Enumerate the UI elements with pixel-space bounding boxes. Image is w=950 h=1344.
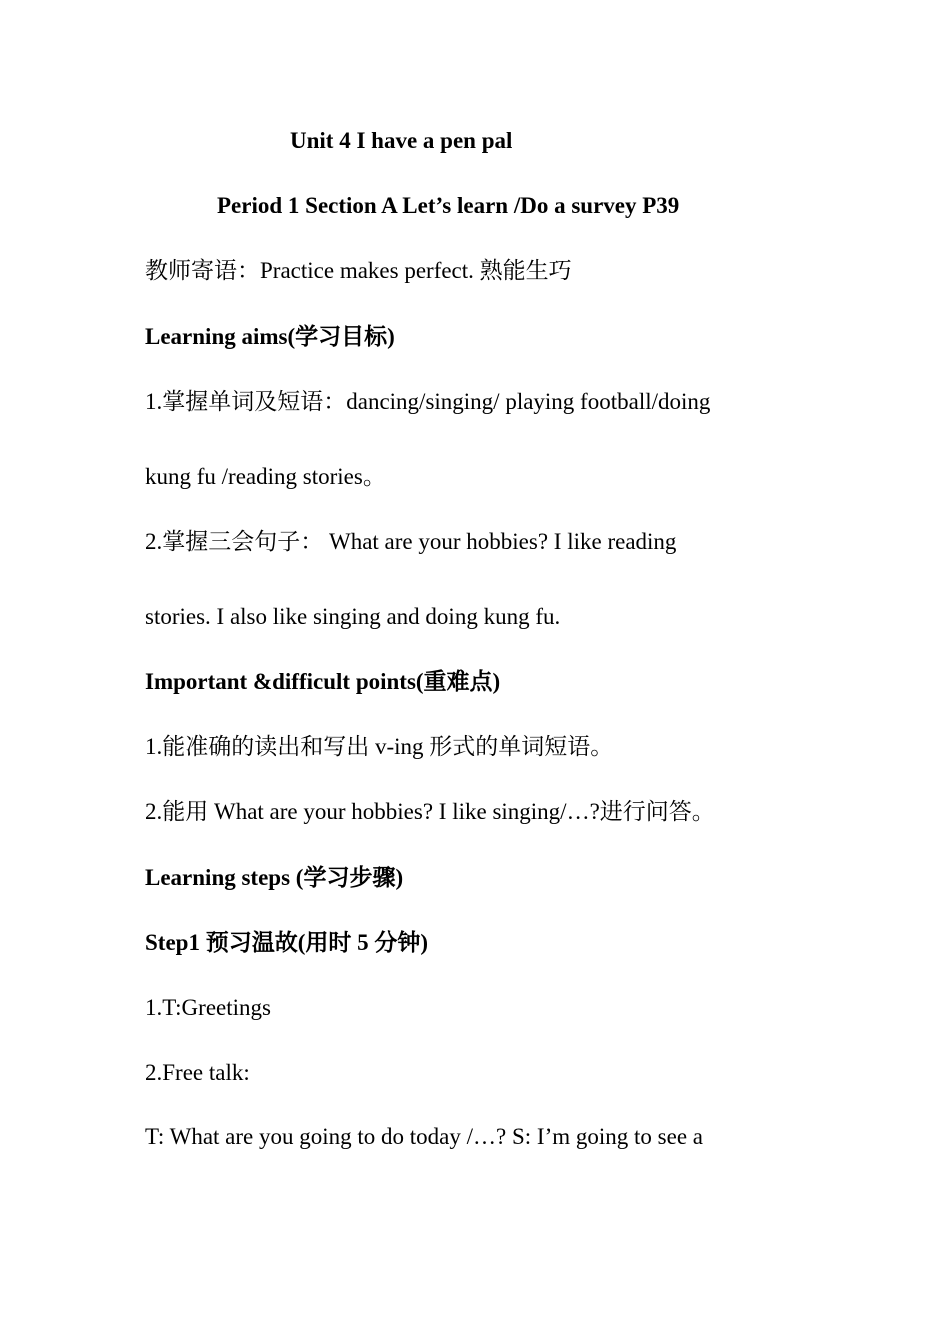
step1-item-2: 2.Free talk:	[145, 1060, 250, 1085]
aim-2-line-1: 2.掌握三会句子： What are your hobbies? I like reading	[145, 529, 677, 554]
step1-heading: Step1 预习温故(用时 5 分钟)	[145, 930, 429, 955]
point-1: 1.能准确的读出和写出 v-ing 形式的单词短语。	[145, 734, 614, 759]
learning-steps-heading: Learning steps (学习步骤)	[145, 865, 404, 890]
teacher-motto: 教师寄语：Practice makes perfect. 熟能生巧	[145, 258, 572, 283]
aim-2-line-2: stories. I also like singing and doing kung fu.	[145, 604, 561, 629]
point-2: 2.能用 What are your hobbies? I like singing/…?进行问答。	[145, 799, 715, 824]
learning-aims-heading: Learning aims(学习目标)	[145, 324, 395, 349]
document-subtitle: Period 1 Section A Let’s learn /Do a survey P39	[217, 193, 680, 218]
step1-item-1: 1.T:Greetings	[145, 995, 271, 1020]
aim-1-line-1: 1.掌握单词及短语：dancing/singing/ playing football/doing	[145, 389, 711, 414]
document-title: Unit 4 I have a pen pal	[290, 128, 513, 153]
aim-1-line-2: kung fu /reading stories。	[145, 464, 386, 489]
step1-dialogue: T: What are you going to do today /…? S: I’m going to see a	[145, 1124, 703, 1149]
important-points-heading: Important &difficult points(重难点)	[145, 669, 501, 694]
